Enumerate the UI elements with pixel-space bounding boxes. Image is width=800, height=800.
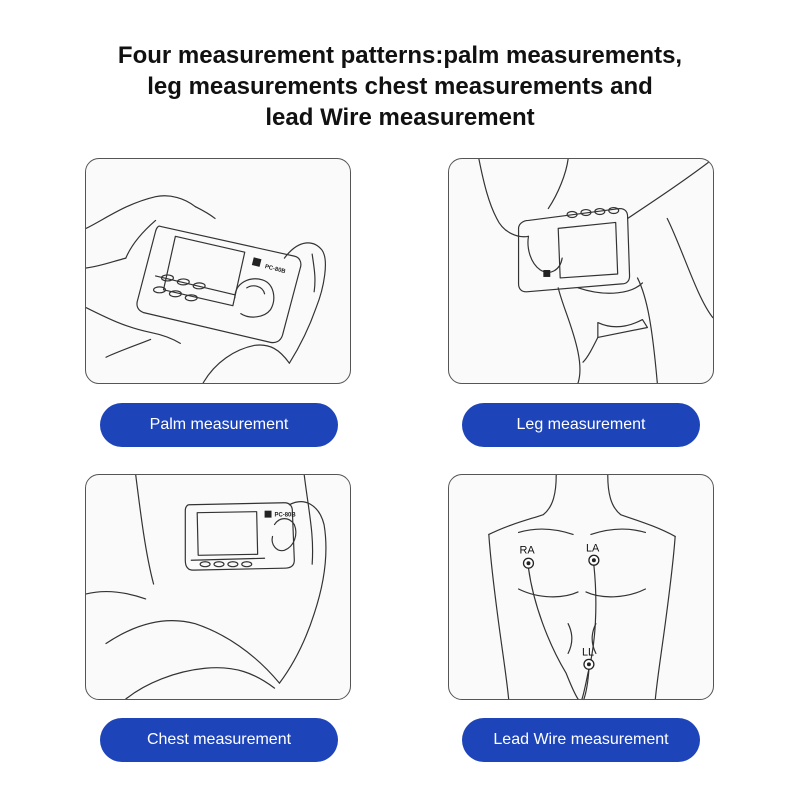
title-line-1: Four measurement patterns:palm measurements, bbox=[117, 42, 683, 69]
ra-label: RA bbox=[519, 544, 535, 557]
title-line-3: lead Wire measurement bbox=[265, 104, 535, 131]
palm-measurement-illustration bbox=[85, 158, 351, 384]
chest-line-drawing bbox=[86, 475, 350, 699]
chest-measurement-button[interactable] bbox=[100, 718, 338, 762]
chest-measurement-label: Chest measurement bbox=[146, 731, 292, 748]
la-label: LA bbox=[585, 542, 600, 555]
leg-measurement-button[interactable] bbox=[462, 403, 700, 447]
lead-wire-measurement-label: Lead Wire measurement bbox=[493, 731, 669, 748]
palm-line-drawing bbox=[86, 159, 350, 383]
palm-measurement-button[interactable] bbox=[100, 403, 338, 447]
chest-measurement-illustration bbox=[85, 474, 351, 700]
device-model-label: PC-80B bbox=[264, 264, 287, 276]
leg-measurement-illustration bbox=[448, 158, 714, 384]
lead-wire-measurement-illustration bbox=[448, 474, 714, 700]
chest-device-model-label: PC-80B bbox=[274, 512, 296, 519]
title-line-2: leg measurements chest measurements and bbox=[147, 73, 653, 100]
lead-wire-line-drawing bbox=[449, 475, 713, 699]
palm-measurement-label: Palm measurement bbox=[149, 416, 289, 433]
leg-line-drawing bbox=[449, 159, 713, 383]
leg-measurement-label: Leg measurement bbox=[516, 416, 646, 433]
ll-label: LL bbox=[581, 646, 595, 659]
page-title bbox=[0, 40, 800, 133]
lead-wire-measurement-button[interactable] bbox=[462, 718, 700, 762]
